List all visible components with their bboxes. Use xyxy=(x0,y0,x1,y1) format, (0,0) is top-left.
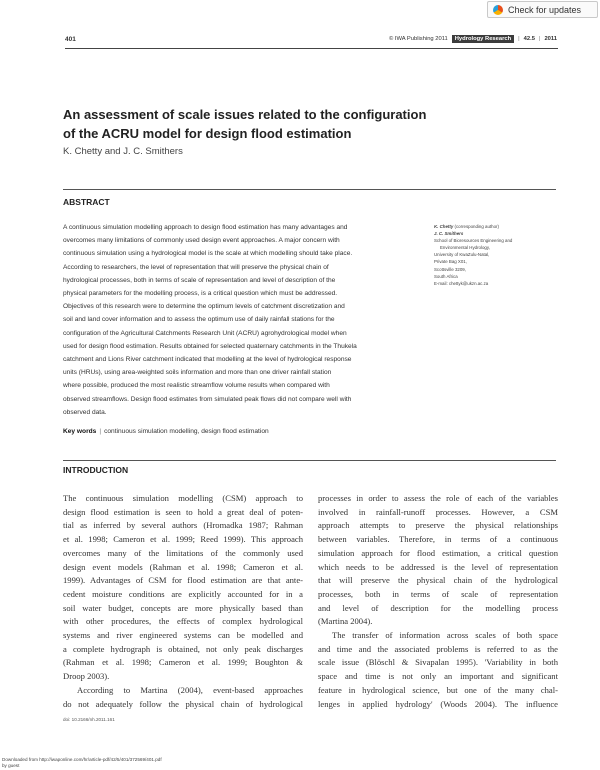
abstract-rule xyxy=(63,189,556,190)
check-updates-icon xyxy=(493,5,503,15)
body-line: and time and the associated problems is referred to as the xyxy=(318,643,558,654)
body-line: 1999). Advantages of CSM for flood estimation are that ante- xyxy=(63,575,303,586)
abstract-line: catchment and Lions River catchment indicated that modelling at the level of hydrological response xyxy=(63,356,352,364)
body-line: soil water budget, concepts are more physically based than xyxy=(63,602,303,613)
introduction-left-column xyxy=(63,492,303,711)
body-line: processes, both in terms of scale of representation xyxy=(318,588,558,599)
body-line: Droop 2003). xyxy=(63,671,110,682)
keywords-separator: | xyxy=(99,428,102,435)
body-line: lenges in applied hydrology' (Woods 2004). The influence xyxy=(318,698,558,709)
body-line: The transfer of information across scales of both space xyxy=(332,630,558,641)
journal-name: Hydrology Research xyxy=(452,35,514,43)
author2-name: J. C. Smithers xyxy=(434,231,464,237)
body-line: According to Martina (2004), event-based approaches xyxy=(77,684,303,695)
body-line: which needs to be addressed is the level of representation xyxy=(318,561,558,572)
keywords-text: continuous simulation modelling, design flood estimation xyxy=(104,428,269,435)
body-line: between variables. Therefore, in terms of a continuous xyxy=(318,534,558,545)
introduction-rule xyxy=(63,460,556,461)
abstract-line: used for design flood estimation. Results obtained for selected quaternary catchments in the Thukela xyxy=(63,342,357,350)
body-line: involved in rainfall-runoff processes. However, a CSM xyxy=(318,506,558,517)
copyright-text: © IWA Publishing 2011 xyxy=(389,36,448,42)
header-separator: | xyxy=(518,36,520,42)
body-line: The continuous simulation modelling (CSM) approach to xyxy=(63,493,303,503)
authors: K. Chetty and J. C. Smithers xyxy=(63,146,183,157)
doi[interactable]: doi: 10.2166/nh.2011.161 xyxy=(63,717,115,722)
abstract-line: overcomes many limitations of commonly used design event approaches. A major concern with xyxy=(63,237,340,245)
body-line: that will preserve the physical chain of the hydrological xyxy=(318,575,558,586)
abstract-line: soil and land cover information and to assess the optimum use of daily rainfall stations for the xyxy=(63,316,335,324)
body-line: do not adequately follow the physical chain of hydrological xyxy=(63,698,303,709)
check-for-updates-label: Check for updates xyxy=(508,4,582,15)
abstract-line: observed data. xyxy=(63,408,107,416)
body-line: overcomes many of the limitations of the commonly used xyxy=(63,547,303,558)
body-line: et al. 1998; Cameron et al. 1999; Reed 1999). This approach xyxy=(63,534,303,545)
download-notice xyxy=(2,757,162,769)
affiliation-line: South Africa xyxy=(434,273,458,279)
year: 2011 xyxy=(544,36,558,42)
header-separator: | xyxy=(538,36,541,42)
abstract-line: observed streamflows. Design flood estimates from simulated peak flows did not compare well with xyxy=(63,395,352,403)
body-line: systems and river engineered systems can be modelled and xyxy=(63,630,303,641)
author1-name: K. Chetty xyxy=(434,224,454,229)
affiliation-line: Scottsville 3209, xyxy=(434,266,466,272)
page-number: 401 xyxy=(65,36,76,43)
body-line: scale issue (Blöschl & Sivapalan 1995). 'Variability in both xyxy=(318,657,558,668)
body-line: tial as inferred by several authors (Hromadka 1987; Rahman xyxy=(63,520,303,531)
body-line: with other procedures, the effects of complex hydrological xyxy=(63,616,303,627)
download-line: by guest xyxy=(2,763,20,768)
body-line: design event models (Rahman et al. 1998; Cameron et al. xyxy=(63,561,303,572)
abstract-line: Objectives of this research were to determine the optimum levels of catchment discretization and xyxy=(63,303,345,311)
affiliation-email[interactable]: E-mail: chettyk@ukzn.ac.za xyxy=(434,280,489,286)
check-for-updates-button[interactable] xyxy=(487,1,598,18)
body-line: (Rahman et al. 1998; Cameron et al. 1999; Boughton & xyxy=(63,657,303,668)
abstract-line: physical parameters for the modelling process, is a critical question which must be addressed. xyxy=(63,290,338,298)
title-line: of the ACRU model for design flood estimation xyxy=(63,126,352,141)
abstract-line: According to researchers, the level of representation that will preserve the physical chain of xyxy=(63,263,329,271)
keywords xyxy=(63,428,269,435)
body-line: processes in order to assess the role of each of the variables xyxy=(318,493,558,503)
abstract-line: A continuous simulation modelling approach to design flood estimation has many advantages and xyxy=(63,224,348,231)
introduction-right-column xyxy=(318,492,558,711)
keywords-label: Key words xyxy=(63,428,97,435)
body-line: simulation approach for flood estimation, a critical question xyxy=(318,547,558,558)
abstract-line: configuration of the Agricultural Catchments Research Unit (ACRU) agrohydrological model when xyxy=(63,329,347,337)
body-line: cedent moisture conditions are explicitly accounted for in a xyxy=(63,588,303,599)
body-line: and level of description for the modelling process xyxy=(318,602,558,613)
affiliation-block xyxy=(434,223,559,287)
affiliation-line: Environmental Hydrology, xyxy=(440,245,490,251)
abstract-line: where possible, produced the most realistic streamflow volume results when compared with xyxy=(63,382,330,390)
download-line: Downloaded from http://iwaponline.com/hr/article-pdf/42/5/401/372569/401.pdf xyxy=(2,757,162,762)
abstract-line: continuous simulation using a hydrological model is the scale at which modelling should take place. xyxy=(63,250,353,258)
running-header xyxy=(389,33,557,45)
body-line: design flood estimation is seen to hold a great deal of poten- xyxy=(63,506,303,517)
abstract-line: units (HRUs), using area-weighted soils information and more than one driver rainfall station xyxy=(63,369,332,377)
body-line: a complete hydrograph is obtained, not only peak discharges xyxy=(63,643,303,654)
abstract-body xyxy=(63,221,415,419)
header-rule xyxy=(65,48,558,49)
body-line: approach attempts to preserve the physical relationships xyxy=(318,520,558,531)
title-line: An assessment of scale issues related to the configuration xyxy=(63,107,427,122)
body-line: (Martina 2004). xyxy=(318,616,373,627)
affiliation-line: University of KwaZulu-Natal, xyxy=(434,252,490,258)
body-line: space and time is not only an important and significant xyxy=(318,671,558,682)
affiliation-line: School of Bioresources Engineering and xyxy=(434,238,513,244)
abstract-heading: ABSTRACT xyxy=(63,197,110,207)
volume-number: 42.5 xyxy=(523,36,535,42)
body-line: feature in hydrological science, but one of the many chal- xyxy=(318,684,558,695)
author1-role: (corresponding author) xyxy=(454,224,499,229)
article-title xyxy=(63,105,483,143)
introduction-heading: INTRODUCTION xyxy=(63,465,129,475)
abstract-line: hydrological processes, both in terms of scale of representation and level of description of the xyxy=(63,276,336,284)
affiliation-line: Private Bag X01, xyxy=(434,259,467,265)
